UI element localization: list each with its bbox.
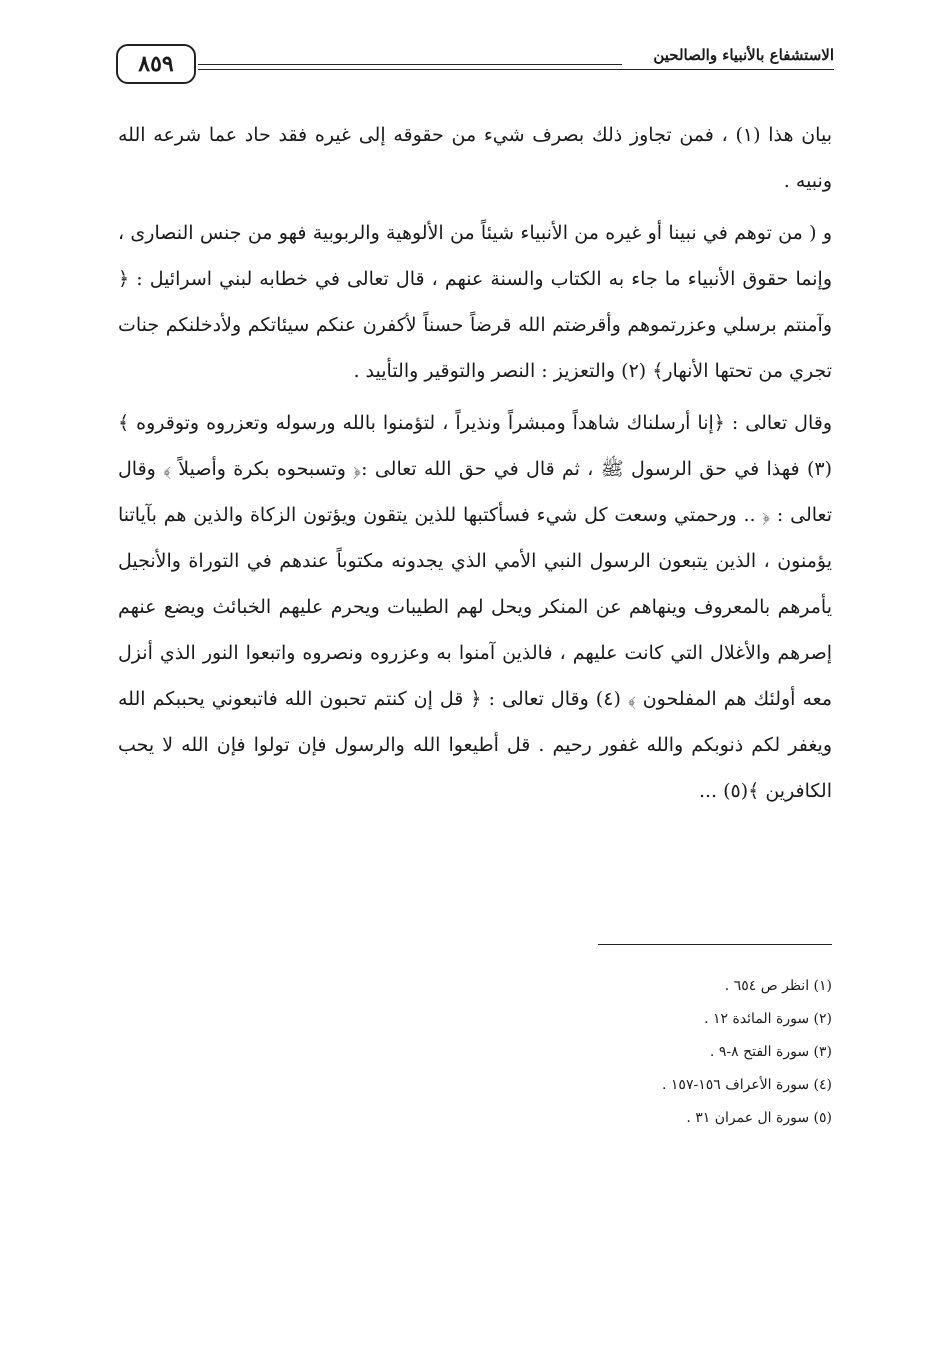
header-rule-top [198,64,622,65]
footnote-2: (٢) سورة المائدة ١٢ . [704,1011,832,1027]
footnote-3: (٣) سورة الفتح ٨-٩ . [709,1044,832,1060]
footnote-4: (٤) سورة الأعراف ١٥٦-١٥٧ . [662,1077,832,1093]
footnote-separator [598,944,832,945]
page-number: ٨٥٩ [138,51,174,77]
running-head: الاستشفاع بالأنبياء والصالحين [653,46,834,64]
main-text [118,112,832,820]
page-number-box [116,44,196,84]
header-rule-bottom [198,69,834,70]
page-header [116,44,834,90]
footnotes [412,970,832,1135]
paragraph-1: بيان هذا (١) ، فمن تجاوز ذلك بصرف شيء من حقوقه إلى غيره فقد حاد عما شرعه الله ونبيه . [118,124,832,192]
paragraph-2: و ( من توهم في نبينا أو غيره من الأنبياء شيئاً من الألوهية والربوبية فهو من جنس النصارى ، وإنما حقوق الأنبياء ما جاء به الكتاب والسنة عنهم ، قال تعالى في خطابه لبني اسرائيل : ﴿ وآمنتم برسلي وعزرتموهم وأقرضتم الله قرضاً حسناً لأكفرن عنكم سيئاتكم ولأدخلنكم جنات تجري من تحتها الأنهار﴾ (٢) والتعزيز : النصر والتوقير والتأييد . [118,222,832,382]
footnote-5: (٥) سورة ال عمران ٣١ . [686,1110,832,1126]
footnote-1: (١) انظر ص ٦٥٤ . [724,978,832,994]
paragraph-3: وقال تعالى : ﴿إنا أرسلناك شاهداً ومبشراً ونذيراً ، لتؤمنوا بالله ورسوله وتعزروه وتوقروه ﴾ (٣) فهذا في حق الرسول ﷺ ، ثم قال في حق الله تعالى :﴿ وتسبحوه بكرة وأصيلاً ﴾ وقال تعالى : ﴿ .. ورحمتي وسعت كل شيء فسأكتبها للذين يتقون ويؤتون الزكاة والذين هم بآياتنا يؤمنون ، الذين يتبعون الرسول النبي الأمي الذي يجدونه مكتوباً عندهم في التوراة والأنجيل يأمرهم بالمعروف وينهاهم عن المنكر ويحل لهم الطيبات ويحرم عليهم الخبائث ويضع عنهم إصرهم والأغلال التي كانت عليهم ، فالذين آمنوا به وعزروه ونصروه واتبعوا النور الذي أنزل معه أولئك هم المفلحون ﴾ (٤) وقال تعالى : ﴿ قل إن كنتم تحبون الله فاتبعوني يحببكم الله ويغفر لكم ذنوبكم والله غفور رحيم . قل أطيعوا الله والرسول فإن تولوا فإن الله لا يحب الكافرين ﴾(٥) ... [118,412,832,802]
